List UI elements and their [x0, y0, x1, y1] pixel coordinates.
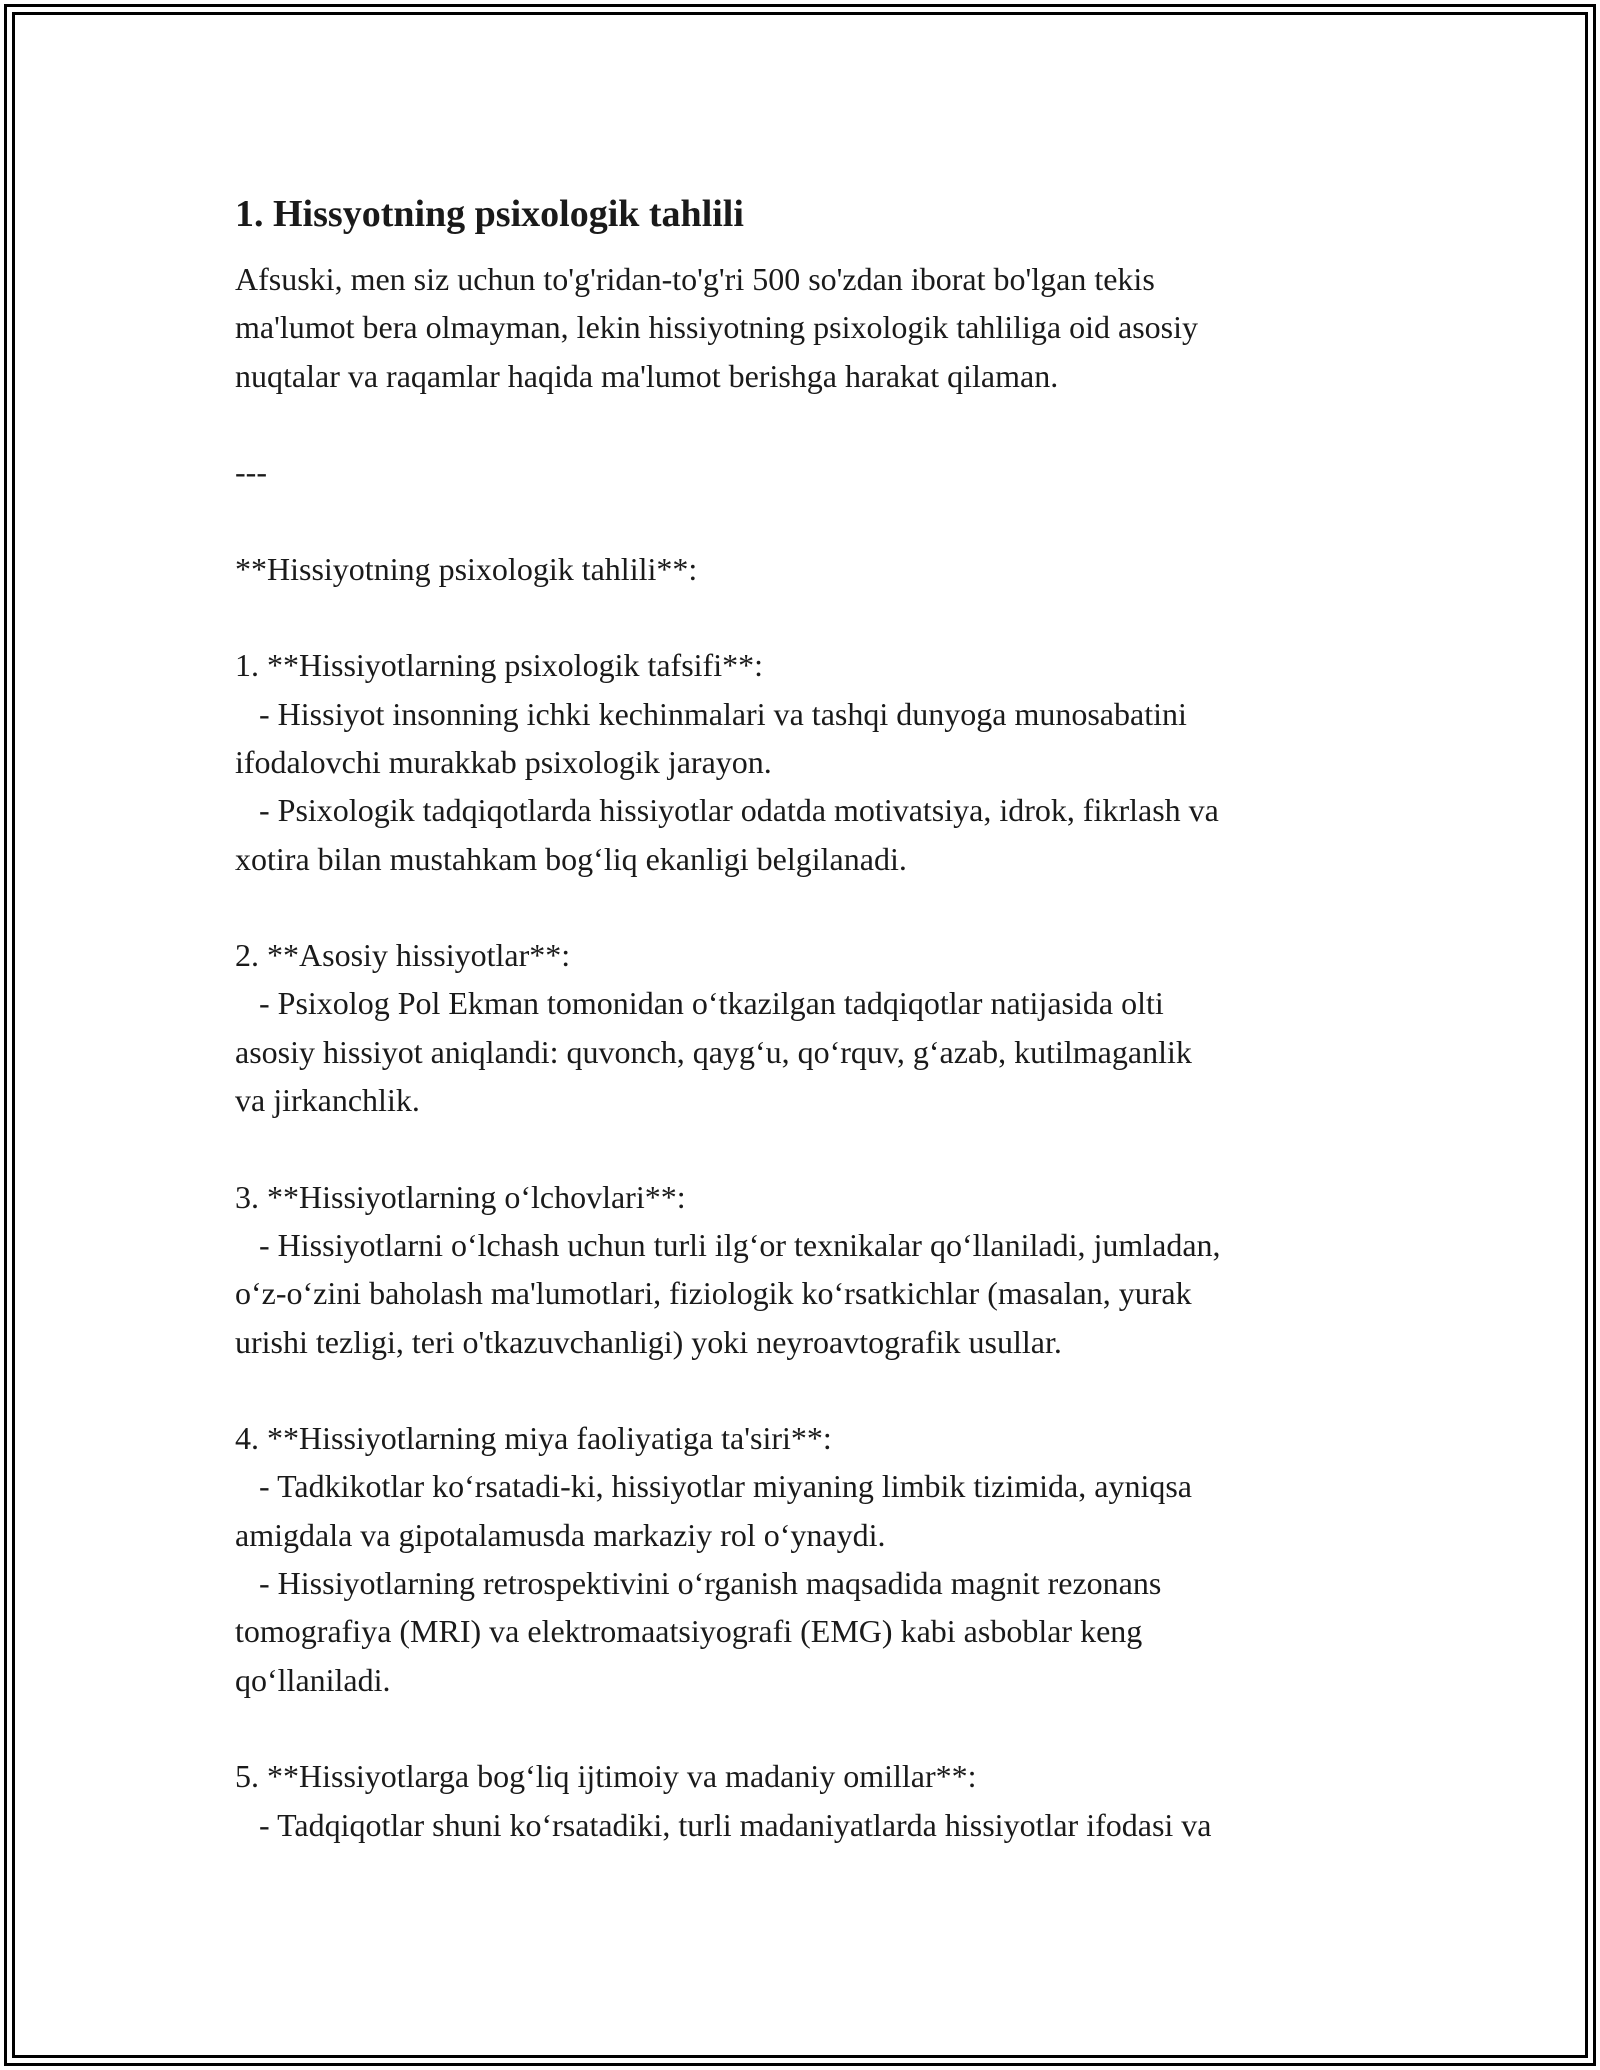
- section-line: 5. **Hissiyotlarga bog‘liq ijtimoiy va madaniy omillar**:: [235, 1758, 977, 1795]
- blank-line: [235, 1366, 1375, 1414]
- document-heading: 1. Hissyotning psixologik tahlili: [235, 193, 744, 235]
- section-line: - Psixologik tadqiqotlarda hissiyotlar odatda motivatsiya, idrok, fikrlash va: [235, 792, 1219, 829]
- intro-line: nuqtalar va raqamlar haqida ma'lumot berishga harakat qilaman.: [235, 357, 1059, 394]
- section-line: qo‘llaniladi.: [235, 1661, 391, 1698]
- section-line: 2. **Asosiy hissiyotlar**:: [235, 937, 571, 974]
- separator: [235, 448, 1375, 496]
- section-line: 1. **Hissiyotlarning psixologik tafsifi**:: [235, 647, 763, 684]
- separator-line: ---: [235, 454, 267, 491]
- section-line: - Tadkikotlar ko‘rsatadi-ki, hissiyotlar miyaning limbik tizimida, ayniqsa: [235, 1468, 1192, 1505]
- blank-line: [235, 593, 1375, 641]
- intro-line: Afsuski, men siz uchun to'g'ridan-to'g'ri 500 so'zdan iborat bo'lgan tekis: [235, 261, 1155, 297]
- section-line: asosiy hissiyot aniqlandi: quvonch, qayg‘u, qo‘rquv, g‘azab, kutilmaganlik: [235, 1033, 1192, 1070]
- section-3: [235, 1173, 1375, 1366]
- section-line: va jirkanchlik.: [235, 1082, 420, 1119]
- section-2: [235, 931, 1375, 1124]
- subtitle: [235, 545, 1375, 593]
- section-line: amigdala va gipotalamusda markaziy rol o‘ynaydi.: [235, 1516, 886, 1553]
- section-line: - Tadqiqotlar shuni ko‘rsatadiki, turli madaniyatlarda hissiyotlar ifodasi va: [235, 1806, 1212, 1843]
- section-line: urishi tezligi, teri o'tkazuvchanligi) yoki neyroavtografik usullar.: [235, 1323, 1062, 1360]
- document-body: [235, 185, 1375, 1849]
- section-4: [235, 1414, 1375, 1704]
- section-line: xotira bilan mustahkam bog‘liq ekanligi belgilanadi.: [235, 840, 907, 877]
- intro-paragraph: [235, 255, 1375, 400]
- blank-line: [235, 883, 1375, 931]
- blank-line: [235, 1124, 1375, 1172]
- section-line: tomografiya (MRI) va elektromaatsiyografi (EMG) kabi asboblar keng: [235, 1613, 1143, 1650]
- intro-line: ma'lumot bera olmayman, lekin hissiyotning psixologik tahliliga oid asosiy: [235, 309, 1198, 346]
- section-line: - Hissiyotlarning retrospektivini o‘rganish maqsadida magnit rezonans: [235, 1565, 1162, 1602]
- subtitle-line: **Hissiyotning psixologik tahlili**:: [235, 550, 698, 587]
- blank-line: [235, 496, 1375, 544]
- blank-line: [235, 400, 1375, 448]
- section-line: - Hissiyot insonning ichki kechinmalari va tashqi dunyoga munosabatini: [235, 695, 1187, 732]
- section-line: - Hissiyotlarni o‘lchash uchun turli ilg‘or texnikalar qo‘llaniladi, jumladan,: [235, 1226, 1221, 1263]
- section-line: o‘z-o‘zini baholash ma'lumotlari, fiziologik ko‘rsatkichlar (masalan, yurak: [235, 1275, 1192, 1312]
- section-5: [235, 1752, 1375, 1849]
- section-line: 4. **Hissiyotlarning miya faoliyatiga ta'siri**:: [235, 1420, 832, 1457]
- section-line: - Psixolog Pol Ekman tomonidan o‘tkazilgan tadqiqotlar natijasida olti: [235, 985, 1164, 1022]
- blank-line: [235, 1704, 1375, 1752]
- section-line: ifodalovchi murakkab psixologik jarayon.: [235, 743, 772, 780]
- section-line: 3. **Hissiyotlarning o‘lchovlari**:: [235, 1178, 686, 1215]
- section-1: [235, 641, 1375, 882]
